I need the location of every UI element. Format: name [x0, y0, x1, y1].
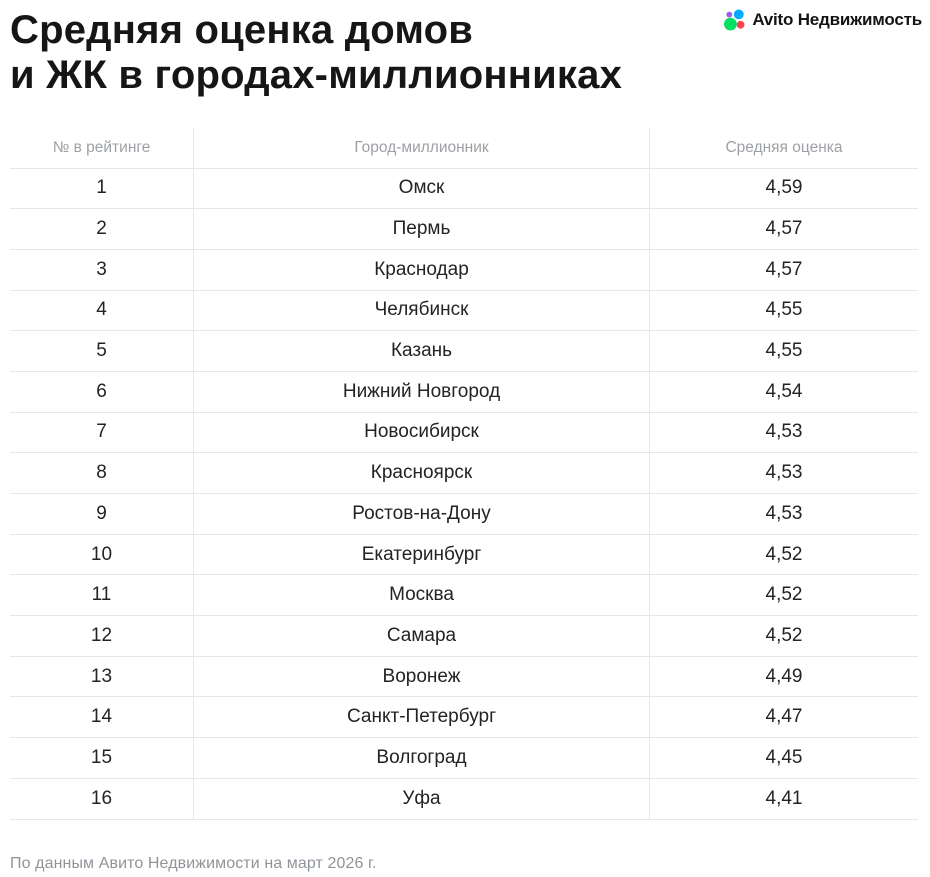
table-row — [10, 616, 918, 657]
rank-cell: 14 — [90, 706, 113, 728]
city-cell: Нижний Новгород — [193, 372, 649, 412]
column-header-rank: № в рейтинге — [52, 138, 151, 156]
city-cell: Волгоград — [193, 738, 649, 778]
table-row — [10, 291, 918, 332]
table-row — [10, 250, 918, 291]
rank-cell: 10 — [90, 543, 113, 565]
rating-cell: 4,53 — [649, 413, 918, 453]
source-note: По данным Авито Недвижимости на март 2026 г. — [10, 855, 377, 872]
rank-cell: 15 — [90, 746, 113, 768]
rank-cell: 8 — [96, 462, 107, 484]
table-row — [10, 738, 918, 779]
table-row — [10, 535, 918, 576]
rating-cell: 4,49 — [649, 657, 918, 697]
rating-cell: 4,47 — [649, 697, 918, 737]
rating-cell: 4,55 — [649, 331, 918, 371]
city-cell: Казань — [193, 331, 649, 371]
rating-cell: 4,41 — [649, 779, 918, 819]
rating-cell: 4,55 — [649, 291, 918, 331]
table-row — [10, 575, 918, 616]
page-title-line1: Средняя оценка домов — [10, 8, 474, 52]
city-cell: Пермь — [193, 209, 649, 249]
rank-cell: 5 — [96, 340, 107, 362]
rating-cell: 4,52 — [649, 535, 918, 575]
rank-cell: 6 — [96, 380, 107, 402]
city-cell: Омск — [193, 169, 649, 209]
city-cell: Ростов-на-Дону — [193, 494, 649, 534]
table-body — [10, 169, 918, 820]
brand-lockup — [724, 9, 922, 31]
rating-cell: 4,57 — [649, 250, 918, 290]
city-cell: Самара — [193, 616, 649, 656]
table-header-row — [10, 128, 918, 169]
city-cell: Воронеж — [193, 657, 649, 697]
rank-cell: 13 — [90, 665, 113, 687]
rating-cell: 4,52 — [649, 616, 918, 656]
table-row — [10, 413, 918, 454]
rank-cell: 2 — [96, 218, 107, 240]
table-row — [10, 779, 918, 820]
rating-cell: 4,45 — [649, 738, 918, 778]
table-row — [10, 372, 918, 413]
column-header-rating: Средняя оценка — [649, 128, 918, 168]
column-header-city: Город-миллионник — [193, 128, 649, 168]
rating-cell: 4,53 — [649, 494, 918, 534]
rank-cell: 11 — [91, 584, 112, 606]
rank-cell: 16 — [90, 787, 113, 809]
page-title — [10, 8, 622, 98]
table-row — [10, 331, 918, 372]
table-row — [10, 169, 918, 210]
brand-name: Avito Недвижимость — [752, 10, 922, 29]
rank-cell: 4 — [96, 299, 107, 321]
city-cell: Краснодар — [193, 250, 649, 290]
avito-logo-icon — [724, 9, 746, 31]
rank-cell: 7 — [96, 421, 107, 443]
table-row — [10, 209, 918, 250]
ratings-table — [10, 128, 918, 820]
rank-cell: 12 — [90, 624, 113, 646]
city-cell: Москва — [193, 575, 649, 615]
city-cell: Екатеринбург — [193, 535, 649, 575]
city-cell: Санкт-Петербург — [193, 697, 649, 737]
city-cell: Новосибирск — [193, 413, 649, 453]
rank-cell: 3 — [96, 258, 107, 280]
table-row — [10, 657, 918, 698]
table-row — [10, 697, 918, 738]
table-row — [10, 494, 918, 535]
rating-cell: 4,57 — [649, 209, 918, 249]
city-cell: Красноярск — [193, 453, 649, 493]
page-title-line2: и ЖК в городах-миллионниках — [10, 53, 623, 97]
city-cell: Челябинск — [193, 291, 649, 331]
rank-cell: 1 — [96, 177, 107, 199]
table-row — [10, 453, 918, 494]
rating-cell: 4,52 — [649, 575, 918, 615]
rating-cell: 4,53 — [649, 453, 918, 493]
rank-cell: 9 — [96, 502, 107, 524]
rating-cell: 4,59 — [649, 169, 918, 209]
rating-cell: 4,54 — [649, 372, 918, 412]
city-cell: Уфа — [193, 779, 649, 819]
